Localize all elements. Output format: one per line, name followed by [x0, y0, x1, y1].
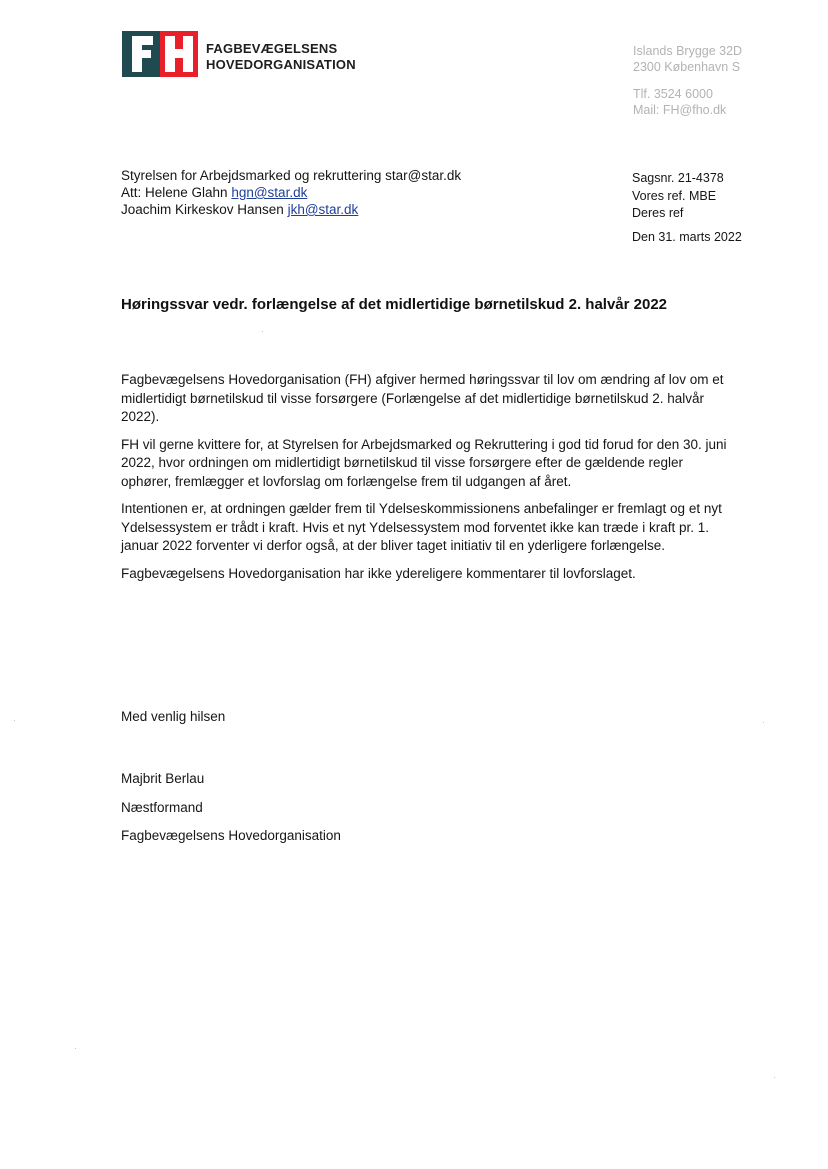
case-number: Sagsnr. 21-4378 — [632, 171, 724, 185]
recipient-line2 — [121, 184, 461, 201]
org-contact — [633, 43, 742, 118]
scan-speck — [75, 1048, 76, 1049]
address-line2: 2300 København S — [633, 60, 741, 74]
email-link-hgn[interactable]: hgn@star.dk — [231, 185, 308, 200]
org-name-line1: FAGBEVÆGELSENS — [206, 41, 338, 56]
scan-speck — [14, 720, 15, 721]
letter-body — [121, 371, 731, 592]
mail: Mail: FH@fho.dk — [633, 103, 727, 117]
address-line1: Islands Brygge 32D — [633, 44, 743, 58]
letter-title: Høringssvar vedr. forlængelse af det midlertidige børnetilskud 2. halvår 2022 — [121, 296, 668, 313]
your-ref: Deres ref — [632, 206, 684, 220]
org-name-line2: HOVEDORGANISATION — [206, 57, 356, 72]
recipient-line3 — [121, 201, 461, 218]
org-name — [206, 41, 356, 73]
body-paragraph-4: Fagbevægelsens Hovedorganisation har ikke ydereligere kommentarer til lovforslaget. — [121, 565, 636, 581]
letter-date: Den 31. marts 2022 — [632, 230, 742, 244]
scan-speck — [262, 331, 263, 332]
recipient-line1: Styrelsen for Arbejdsmarked og rekruttering star@star.dk — [121, 168, 462, 183]
phone: Tlf. 3524 6000 — [633, 87, 713, 101]
body-paragraph-3: Intentionen er, at ordningen gælder frem til Ydelseskommissionens anbefalinger er fremlagt og et nyt Ydelsessystem er trådt i kraft. Hvis et nyt Ydelsessystem mod forventet ikke kan træde i kraft pr. 1. januar 2022 forventer vi derfor også, at der bliver taget initiativ til en yderligere forlængelse. — [121, 501, 722, 553]
email-link-jkh[interactable]: jkh@star.dk — [287, 202, 359, 217]
signer-title: Næstformand — [121, 800, 203, 815]
fh-logo — [122, 31, 198, 77]
recipient-line3-prefix: Joachim Kirkeskov Hansen — [121, 202, 288, 217]
recipient-block — [121, 167, 461, 218]
body-paragraph-2: FH vil gerne kvittere for, at Styrelsen for Arbejdsmarked og Rekruttering i god tid forud for den 30. juni 2022, hvor ordningen om midlertidigt børnetilskud til visse forsørgere efter de gældende regler ophører, fremlægger et lovforslag om forlængelse frem til udgangen af året. — [121, 436, 727, 489]
greeting: Med venlig hilsen — [121, 709, 226, 724]
recipient-line2-prefix: Att: Helene Glahn — [121, 185, 232, 200]
signer-name: Majbrit Berlau — [121, 771, 205, 786]
scan-speck — [774, 1077, 775, 1078]
body-paragraph-1: Fagbevægelsens Hovedorganisation (FH) afgiver hermed høringssvar til lov om ændring af lov om et midlertidigt børnetilskud til visse forsørgere (Forlængelse af det midlertidige børnetilskud 2. halvår 2022). — [121, 372, 724, 424]
signer-organisation: Fagbevægelsens Hovedorganisation — [121, 828, 341, 843]
reference-block — [632, 170, 724, 223]
scan-speck — [763, 722, 764, 723]
our-ref: Vores ref. MBE — [632, 188, 717, 203]
